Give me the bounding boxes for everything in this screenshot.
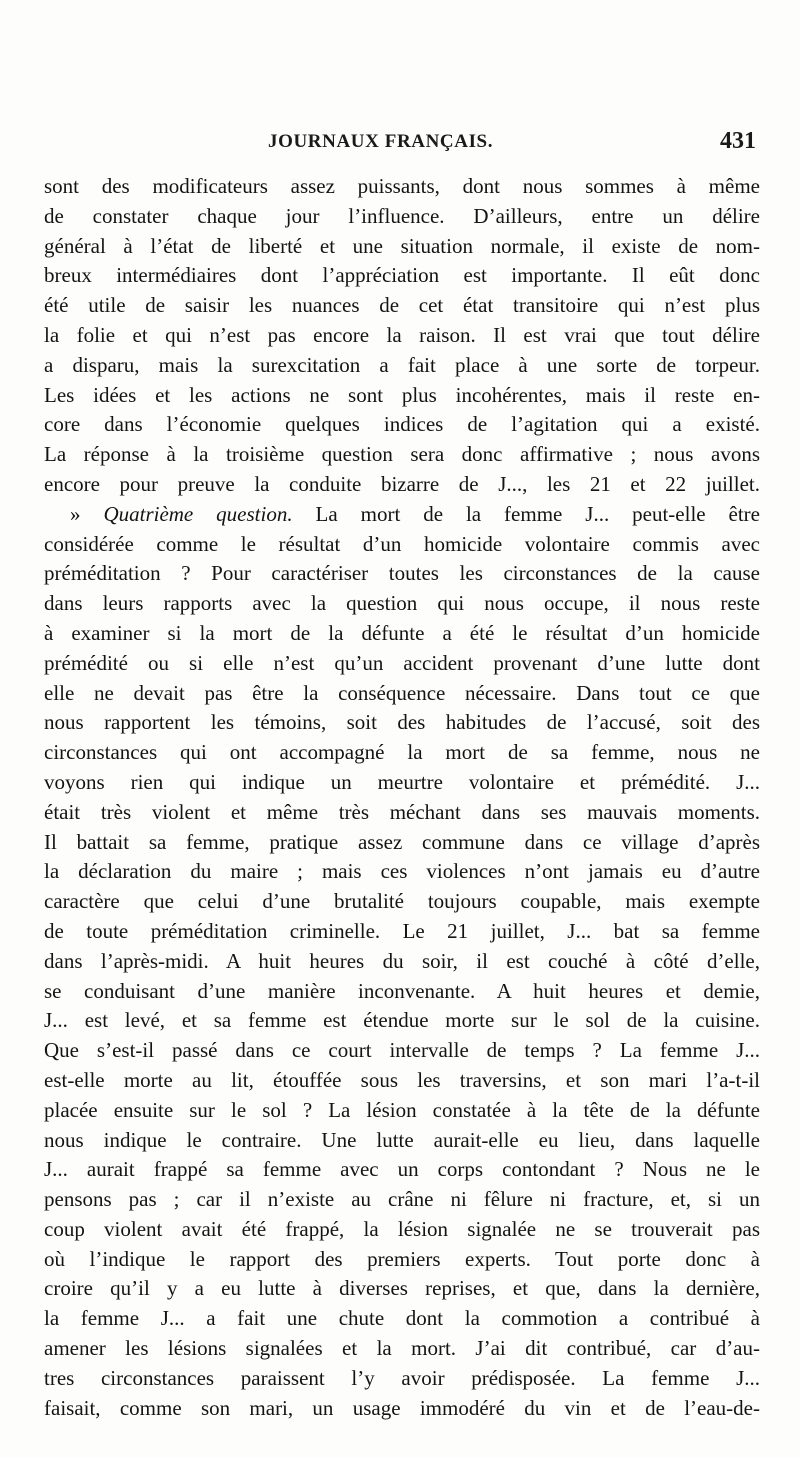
text-line: prémédité ou si elle n’est qu’un accident provenant d’une lutte dont	[44, 650, 760, 675]
text-line: core dans l’économie quelques indices de l’agitation qui a existé.	[44, 412, 760, 437]
text-line: Que s’est-il passé dans ce court intervalle de temps ? La femme J...	[44, 1038, 760, 1063]
text-line: la femme J... a fait une chute dont la commotion a contribué à	[44, 1306, 760, 1331]
text-line: la folie et qui n’est pas encore la raison. Il est vrai que tout délire	[44, 322, 760, 347]
text-line: caractère que celui d’une brutalité toujours coupable, mais exempte	[44, 889, 760, 914]
text-line: breux intermédiaires dont l’appréciation est importante. Il eût donc	[44, 263, 760, 288]
text-line: nous rapportent les témoins, soit des habitudes de l’accusé, soit des	[44, 710, 760, 735]
text-line: encore pour preuve la conduite bizarre de J..., les 21 et 22 juillet.	[44, 471, 760, 496]
text-line: la déclaration du maire ; mais ces violences n’ont jamais eu d’autre	[44, 859, 760, 884]
text-line: considérée comme le résultat d’un homicide volontaire commis avec	[44, 531, 760, 556]
text-line: de constater chaque jour l’influence. D’ailleurs, entre un délire	[44, 203, 760, 228]
question-label: Quatrième question.	[103, 501, 293, 526]
text-line: été utile de saisir les nuances de cet état transitoire qui n’est plus	[44, 293, 760, 318]
text-line: La réponse à la troisième question sera donc affirmative ; nous avons	[44, 442, 760, 467]
text-line: de toute préméditation criminelle. Le 21 juillet, J... bat sa femme	[44, 918, 760, 943]
running-title: JOURNAUX FRANÇAIS.	[268, 131, 494, 152]
text-line: se conduisant d’une manière inconvenante. A huit heures et demie,	[44, 978, 760, 1003]
text-line: préméditation ? Pour caractériser toutes les circonstances de la cause	[44, 561, 760, 586]
quote-mark: »	[70, 501, 104, 526]
text-line: nous indique le contraire. Une lutte aurait-elle eu lieu, dans laquelle	[44, 1127, 760, 1152]
text-line: dans l’après-midi. A huit heures du soir, il est couché à côté d’elle,	[44, 948, 760, 973]
text-line: placée ensuite sur le sol ? La lésion constatée à la tête de la défunte	[44, 1097, 760, 1122]
question-text: La mort de la femme J... peut-elle être	[292, 501, 760, 526]
body-text	[44, 172, 760, 1423]
text-line: faisait, comme son mari, un usage immodéré du vin et de l’eau-de-	[44, 1395, 760, 1420]
text-line-question-heading	[44, 500, 760, 530]
text-line: J... est levé, et sa femme est étendue morte sur le sol de la cuisine.	[44, 1008, 760, 1033]
page-number: 431	[720, 128, 756, 154]
text-line: a disparu, mais la surexcitation a fait place à une sorte de torpeur.	[44, 352, 760, 377]
text-line: Les idées et les actions ne sont plus incohérentes, mais il reste en-	[44, 382, 760, 407]
text-line: sont des modificateurs assez puissants, dont nous sommes à même	[44, 174, 760, 198]
text-line: Il battait sa femme, pratique assez commune dans ce village d’après	[44, 829, 760, 854]
text-line: elle ne devait pas être la conséquence nécessaire. Dans tout ce que	[44, 680, 760, 705]
text-line: J... aurait frappé sa femme avec un corps contondant ? Nous ne le	[44, 1157, 760, 1182]
text-line: dans leurs rapports avec la question qui nous occupe, il nous reste	[44, 591, 760, 616]
text-line: amener les lésions signalées et la mort. J’ai dit contribué, car d’au-	[44, 1336, 760, 1361]
text-line: est-elle morte au lit, étouffée sous les traversins, et son mari l’a-t-il	[44, 1067, 760, 1092]
text-line: pensons pas ; car il n’existe au crâne ni fêlure ni fracture, et, si un	[44, 1187, 760, 1212]
text-line: où l’indique le rapport des premiers experts. Tout porte donc à	[44, 1246, 760, 1271]
text-line: circonstances qui ont accompagné la mort de sa femme, nous ne	[44, 740, 760, 765]
page-header	[40, 128, 760, 162]
text-line: général à l’état de liberté et une situation normale, il existe de nom-	[44, 233, 760, 258]
text-line: coup violent avait été frappé, la lésion signalée ne se trouverait pas	[44, 1216, 760, 1241]
text-line: voyons rien qui indique un meurtre volontaire et prémédité. J...	[44, 769, 760, 794]
text-line: tres circonstances paraissent l’y avoir prédisposée. La femme J...	[44, 1365, 760, 1390]
text-line: était très violent et même très méchant dans ses mauvais moments.	[44, 799, 760, 824]
text-line: croire qu’il y a eu lutte à diverses reprises, et que, dans la dernière,	[44, 1276, 760, 1301]
text-line: à examiner si la mort de la défunte a été le résultat d’un homicide	[44, 620, 760, 645]
